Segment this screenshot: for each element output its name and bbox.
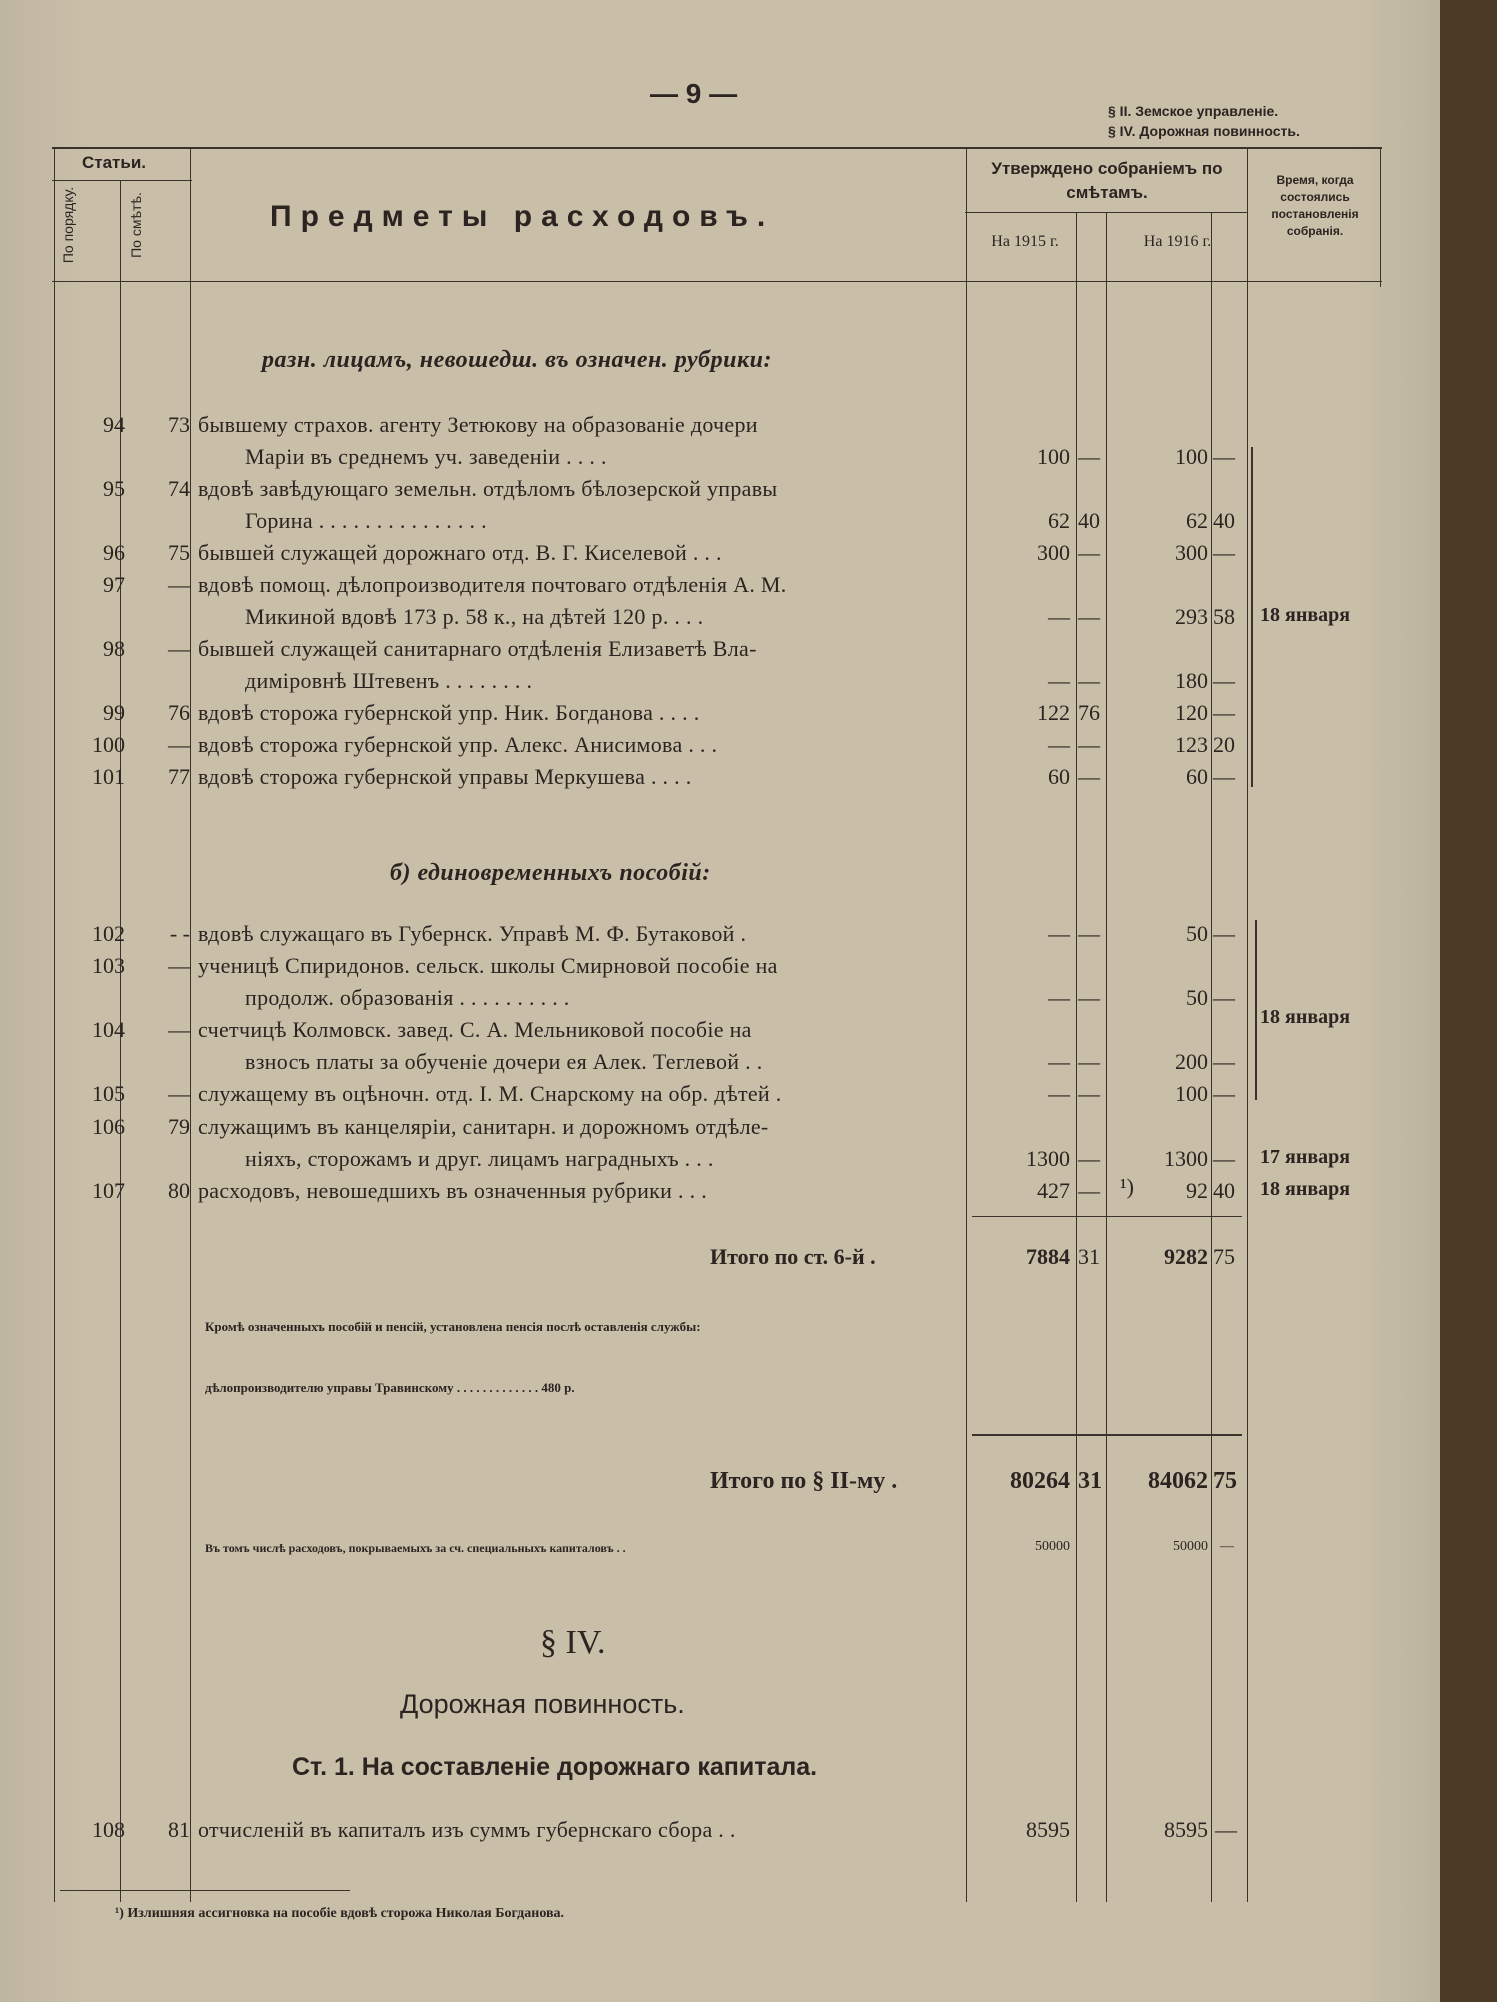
kopecks-1915: — bbox=[1078, 1178, 1100, 1203]
col-divider-time bbox=[1247, 147, 1248, 1902]
amount-1916: 1300 bbox=[1164, 1146, 1208, 1171]
row-number: 94 bbox=[103, 412, 125, 437]
total-s2-1915-kop: 31 bbox=[1078, 1468, 1102, 1494]
col-divider-1915 bbox=[966, 147, 967, 1902]
row-estimate-number: — bbox=[168, 953, 190, 978]
header-time: Время, когда состоялись постановленія собранія. bbox=[1271, 173, 1359, 238]
kopecks-1915: — bbox=[1078, 1081, 1100, 1106]
row-estimate-number: — bbox=[168, 1017, 190, 1042]
section4-title: § IV. bbox=[540, 1624, 606, 1661]
row-number: 103 bbox=[92, 953, 125, 978]
amount-1916: 62 bbox=[1186, 508, 1208, 533]
row108-text: отчисленій въ капиталъ изъ суммъ губернскаго сбора . . bbox=[198, 1817, 736, 1842]
kopecks-1916: — bbox=[1213, 1146, 1235, 1171]
row-description-line: взносъ платы за обученіе дочери ея Алек. Теглевой . . bbox=[245, 1049, 763, 1074]
row-description-line: Микиной вдовѣ 173 р. 58 к., на дѣтей 120 р. . . . bbox=[245, 604, 704, 629]
amount-1915: 427 bbox=[1037, 1178, 1070, 1203]
kopecks-1915: 76 bbox=[1078, 700, 1100, 725]
section-b-heading: б) единовременныхъ пособій: bbox=[390, 860, 711, 886]
total-art6-label: Итого по ст. 6-й . bbox=[710, 1244, 876, 1269]
total-s2-1916: 84062 bbox=[1148, 1468, 1208, 1494]
kopecks-1915: — bbox=[1078, 668, 1100, 693]
kopecks-1915: — bbox=[1078, 540, 1100, 565]
header-articles: Статьи. bbox=[82, 153, 147, 172]
row-description-line: Маріи въ среднемъ уч. заведеніи . . . . bbox=[245, 444, 607, 469]
row-description-line: вдовѣ завѣдующаго земельн. отдѣломъ бѣлозерской управы bbox=[198, 476, 778, 501]
row108-1915: 8595 bbox=[1026, 1817, 1070, 1842]
kopecks-1915: — bbox=[1078, 921, 1100, 946]
bracket-a bbox=[1251, 447, 1253, 787]
table-right-border bbox=[1380, 147, 1381, 287]
section4-subtitle: Дорожная повинность. bbox=[400, 1689, 685, 1719]
kopecks-1915: — bbox=[1078, 1049, 1100, 1074]
special-capital-1915: 50000 bbox=[1035, 1539, 1070, 1554]
kopecks-1916: 40 bbox=[1213, 1178, 1235, 1203]
row-number: 101 bbox=[92, 764, 125, 789]
row-description-line: вдовѣ сторожа губернской управы Меркушева . . . . bbox=[198, 764, 692, 789]
decision-date: 18 января bbox=[1260, 1178, 1351, 1200]
amount-1916: 300 bbox=[1175, 540, 1208, 565]
row-number: 95 bbox=[103, 476, 125, 501]
amount-1916: 200 bbox=[1175, 1049, 1208, 1074]
total-s2-label: Итого по § II-му . bbox=[710, 1468, 898, 1494]
table-top-rule bbox=[52, 147, 1382, 149]
special-capital-1916-kop: — bbox=[1220, 1539, 1234, 1554]
row-estimate-number: 77 bbox=[168, 764, 190, 789]
total-art6-1915-kop: 31 bbox=[1078, 1244, 1100, 1269]
row-estimate-number: 76 bbox=[168, 700, 190, 725]
decision-date: 17 января bbox=[1260, 1146, 1351, 1168]
row-estimate-number: 80 bbox=[168, 1178, 190, 1203]
row-estimate-number: 75 bbox=[168, 540, 190, 565]
row-description-line: служащимъ въ канцеляріи, санитарн. и дорожномъ отдѣле- bbox=[198, 1114, 769, 1139]
kopecks-1916: 20 bbox=[1213, 732, 1235, 757]
row-number: 98 bbox=[103, 636, 125, 661]
amount-1916: 60 bbox=[1186, 764, 1208, 789]
row-number: 102 bbox=[92, 921, 125, 946]
amount-1916: 50 bbox=[1186, 985, 1208, 1010]
row-estimate-number: - - bbox=[169, 921, 190, 946]
kopecks-1916: — bbox=[1213, 444, 1235, 469]
kopecks-1916: — bbox=[1213, 985, 1235, 1010]
table-header-rule bbox=[52, 281, 1382, 282]
row-description-line: расходовъ, невошедшихъ въ означенныя рубрики . . . bbox=[198, 1178, 708, 1203]
footnote: ¹) Излишняя ассигновка на пособіе вдовѣ сторожа Николая Богданова. bbox=[115, 1906, 565, 1921]
amount-1915: — bbox=[1048, 604, 1070, 629]
row-number: 100 bbox=[92, 732, 125, 757]
total-s2-1915: 80264 bbox=[1010, 1468, 1070, 1494]
kopecks-1916: 58 bbox=[1213, 604, 1235, 629]
row108-acc: 81 bbox=[168, 1817, 190, 1842]
bracket-b bbox=[1255, 920, 1257, 1100]
row-description-line: диміровнѣ Штевенъ . . . . . . . . bbox=[245, 668, 533, 693]
kopecks-1915: — bbox=[1078, 985, 1100, 1010]
amount-1915: 122 bbox=[1037, 700, 1070, 725]
pension-note: Кромѣ означенныхъ пособій и пенсій, установлена пенсія послѣ оставленія службы: bbox=[205, 1319, 701, 1334]
page-number: — 9 — bbox=[650, 78, 738, 109]
header-subjects: Предметы расходовъ. bbox=[270, 200, 775, 233]
footnote-rule bbox=[60, 1890, 350, 1891]
amount-1916: 92 bbox=[1186, 1178, 1208, 1203]
total-art6-rule bbox=[972, 1216, 1242, 1217]
row-number: 105 bbox=[92, 1081, 125, 1106]
row-number: 97 bbox=[103, 572, 125, 597]
row108-1916-kop: — bbox=[1215, 1817, 1237, 1842]
row108-1916: 8595 bbox=[1164, 1817, 1208, 1842]
kopecks-1916: 40 bbox=[1213, 508, 1235, 533]
col-divider-kop1916 bbox=[1211, 212, 1212, 1902]
kopecks-1916: — bbox=[1213, 540, 1235, 565]
amount-1915: — bbox=[1048, 1049, 1070, 1074]
bracket-b-date: 18 января bbox=[1260, 1006, 1351, 1028]
row-description-line: бывшему страхов. агенту Зетюкову на образованіе дочери bbox=[198, 412, 758, 437]
special-capital-label: Въ томъ числѣ расходовъ, покрываемыхъ за сч. специальныхъ капиталовъ . . bbox=[205, 1541, 626, 1555]
row-description-line: счетчицѣ Колмовск. завед. С. А. Мельниковой пособіе на bbox=[198, 1017, 752, 1042]
section-a-heading: разн. лицамъ, невошедш. въ означен. рубрики: bbox=[262, 347, 772, 373]
kopecks-1915: — bbox=[1078, 764, 1100, 789]
kopecks-1916: — bbox=[1213, 921, 1235, 946]
row-description-line: ніяхъ, сторожамъ и друг. лицамъ наградныхъ . . . bbox=[245, 1146, 714, 1171]
total-art6-1916: 9282 bbox=[1164, 1244, 1208, 1269]
section4-article: Ст. 1. На составленіе дорожнаго капитала. bbox=[292, 1753, 818, 1781]
amount-1915: 62 bbox=[1048, 508, 1070, 533]
row-description-line: ученицѣ Спиридонов. сельск. школы Смирновой пособіе на bbox=[198, 953, 778, 978]
kopecks-1915: — bbox=[1078, 1146, 1100, 1171]
kopecks-1916: — bbox=[1213, 700, 1235, 725]
row-number: 106 bbox=[92, 1114, 125, 1139]
row-number: 104 bbox=[92, 1017, 125, 1042]
amount-1915: — bbox=[1048, 921, 1070, 946]
amount-1915: 300 bbox=[1037, 540, 1070, 565]
kopecks-1916: — bbox=[1213, 1081, 1235, 1106]
row-description-line: вдовѣ сторожа губернской упр. Алекс. Анисимова . . . bbox=[198, 732, 718, 757]
row-description-line: продолж. образованія . . . . . . . . . . bbox=[245, 985, 570, 1010]
amount-1916: 100 bbox=[1175, 444, 1208, 469]
kopecks-1915: 40 bbox=[1078, 508, 1100, 533]
bracket-a-date: 18 января bbox=[1260, 604, 1351, 626]
kopecks-1916: — bbox=[1213, 764, 1235, 789]
row-description-line: служащему въ оцѣночн. отд. І. М. Снарскому на обр. дѣтей . bbox=[198, 1081, 782, 1106]
header-approved: Утверждено собраніемъ по смѣтамъ. bbox=[991, 159, 1223, 202]
col-divider-estimate bbox=[190, 147, 191, 1902]
total-art6-1915: 7884 bbox=[1026, 1244, 1070, 1269]
col-divider-kop1915 bbox=[1076, 212, 1077, 1902]
amount-1915: — bbox=[1048, 668, 1070, 693]
header-year-1915: На 1915 г. bbox=[991, 233, 1059, 250]
kopecks-1916: — bbox=[1213, 1049, 1235, 1074]
row-description-line: вдовѣ сторожа губернской упр. Ник. Богданова . . . . bbox=[198, 700, 700, 725]
header-section-4: § IV. Дорожная повинность. bbox=[1108, 123, 1300, 139]
amount-1915: — bbox=[1048, 1081, 1070, 1106]
header-by-estimate: По смѣтѣ. bbox=[128, 192, 144, 258]
header-by-order: По порядку. bbox=[60, 186, 76, 264]
row-description-line: вдовѣ служащаго въ Губернск. Управѣ М. Ф. Бутаковой . bbox=[198, 921, 747, 946]
row-number: 99 bbox=[103, 700, 125, 725]
col-divider-1916 bbox=[1106, 212, 1107, 1902]
amount-1915: 60 bbox=[1048, 764, 1070, 789]
amount-1915: — bbox=[1048, 985, 1070, 1010]
kopecks-1915: — bbox=[1078, 444, 1100, 469]
row-number: 107 bbox=[92, 1178, 125, 1203]
footnote-marker: ¹) bbox=[1120, 1174, 1134, 1199]
total-art6-1916-kop: 75 bbox=[1213, 1244, 1235, 1269]
amount-1916: 180 bbox=[1175, 668, 1208, 693]
kopecks-1915: — bbox=[1078, 604, 1100, 629]
row-estimate-number: — bbox=[168, 1081, 190, 1106]
row-estimate-number: — bbox=[168, 572, 190, 597]
row-description-line: бывшей служащей дорожнаго отд. В. Г. Киселевой . . . bbox=[198, 540, 722, 565]
amount-1916: 123 bbox=[1175, 732, 1208, 757]
amount-1915: 100 bbox=[1037, 444, 1070, 469]
row-description-line: бывшей служащей санитарнаго отдѣленія Елизаветѣ Вла- bbox=[198, 636, 757, 661]
amount-1915: — bbox=[1048, 732, 1070, 757]
kopecks-1915: — bbox=[1078, 732, 1100, 757]
kopecks-1916: — bbox=[1213, 668, 1235, 693]
row-estimate-number: — bbox=[168, 732, 190, 757]
pension-line: дѣлопроизводителю управы Травинскому . . . . . . . . . . . . . 480 р. bbox=[205, 1380, 575, 1395]
amount-1916: 50 bbox=[1186, 921, 1208, 946]
total-s2-1916-kop: 75 bbox=[1213, 1468, 1237, 1494]
header-year-1916: На 1916 г. bbox=[1143, 233, 1212, 250]
row-number: 96 bbox=[103, 540, 125, 565]
row-description-line: вдовѣ помощ. дѣлопроизводителя почтоваго отдѣленія А. М. bbox=[198, 572, 787, 597]
special-capital-1916: 50000 bbox=[1173, 1539, 1208, 1554]
row108-num: 108 bbox=[92, 1817, 125, 1842]
amount-1916: 293 bbox=[1175, 604, 1208, 629]
amount-1916: 120 bbox=[1175, 700, 1208, 725]
amount-1915: 1300 bbox=[1026, 1146, 1070, 1171]
row-description-line: Горина . . . . . . . . . . . . . . . bbox=[245, 508, 487, 533]
header-section-2: § II. Земское управленіе. bbox=[1108, 103, 1279, 119]
row-estimate-number: 73 bbox=[168, 412, 190, 437]
row-estimate-number: — bbox=[168, 636, 190, 661]
total-s2-rule bbox=[972, 1434, 1242, 1436]
amount-1916: 100 bbox=[1175, 1081, 1208, 1106]
row-estimate-number: 74 bbox=[168, 476, 190, 501]
row-estimate-number: 79 bbox=[168, 1114, 190, 1139]
